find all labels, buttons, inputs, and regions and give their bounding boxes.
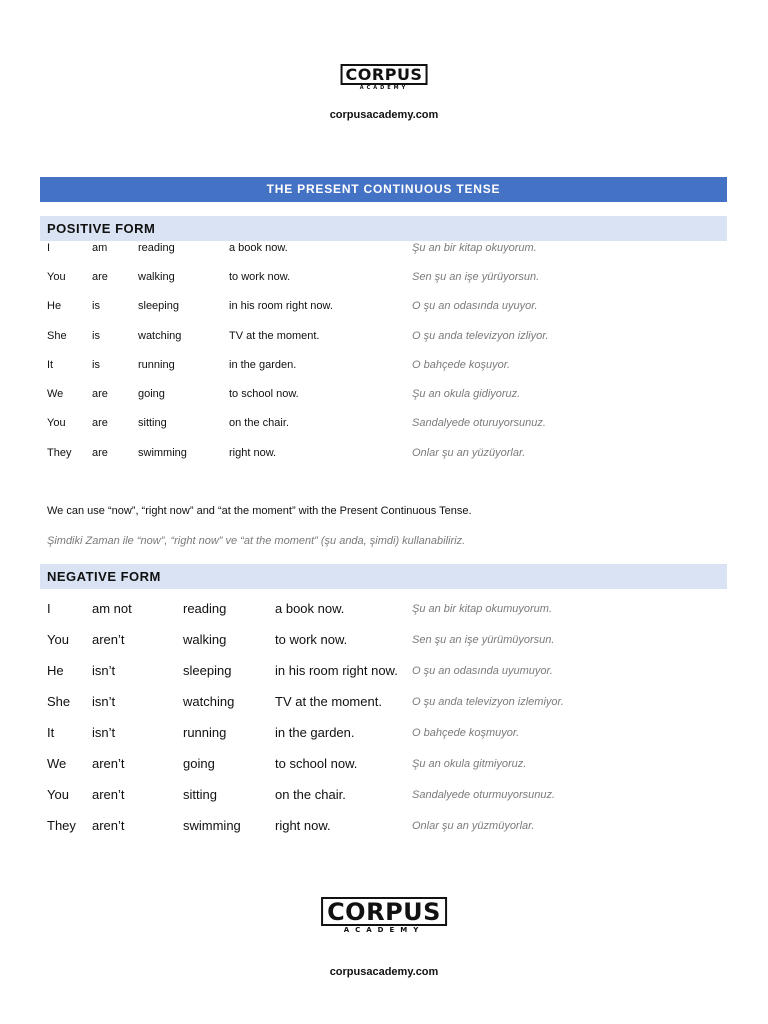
translation-cell: O bahçede koşmuyor. [412, 727, 520, 739]
website-url-top[interactable]: corpusacademy.com [329, 109, 439, 121]
object-cell: to work now. [275, 632, 348, 647]
usage-note-turkish: Şimdiki Zaman ile “now”, “right now” ve “at the moment” (şu anda, şimdi) kullanabiliriz. [47, 535, 466, 547]
object-cell: to work now. [229, 271, 291, 283]
translation-cell: Sandalyede oturmuyorsunuz. [412, 789, 556, 801]
translation-cell: Şu an bir kitap okuyorum. [412, 242, 537, 254]
auxiliary-cell: is [92, 300, 100, 312]
usage-note-english: We can use “now”, “right now” and “at the moment” with the Present Continuous Tense. [47, 505, 472, 517]
translation-cell: Sen şu an işe yürümüyorsun. [412, 634, 555, 646]
object-cell: on the chair. [275, 787, 346, 802]
corpus-logo-top [341, 64, 428, 91]
auxiliary-cell: am not [92, 601, 132, 616]
subject-cell: We [47, 756, 67, 771]
subject-cell: They [47, 447, 72, 459]
table-row [0, 818, 768, 836]
subject-cell: It [47, 725, 55, 740]
auxiliary-cell: aren’t [92, 632, 125, 647]
logo-subtitle: ACADEMY [359, 85, 409, 91]
auxiliary-cell: aren’t [92, 818, 125, 833]
object-cell: a book now. [229, 242, 288, 254]
auxiliary-cell: isn’t [92, 725, 116, 740]
logo-wordmark: CORPUS [321, 897, 447, 926]
table-row [0, 447, 768, 465]
verb-ing-cell: reading [183, 601, 227, 616]
object-cell: to school now. [229, 388, 299, 400]
subject-cell: She [47, 694, 71, 709]
translation-cell: Şu an bir kitap okumuyorum. [412, 603, 553, 615]
object-cell: in his room right now. [229, 300, 333, 312]
verb-ing-cell: walking [138, 271, 175, 283]
table-row [0, 330, 768, 348]
logo-subtitle: ACADEMY [343, 926, 425, 934]
page-title: THE PRESENT CONTINUOUS TENSE [40, 177, 727, 202]
subject-cell: I [47, 242, 51, 254]
table-row [0, 271, 768, 289]
auxiliary-cell: is [92, 359, 100, 371]
verb-ing-cell: watching [138, 330, 182, 342]
verb-ing-cell: sleeping [183, 663, 232, 678]
table-row [0, 417, 768, 435]
corpus-logo-bottom [321, 897, 447, 934]
verb-ing-cell: going [138, 388, 165, 400]
table-row [0, 242, 768, 260]
auxiliary-cell: isn’t [92, 663, 116, 678]
verb-ing-cell: walking [183, 632, 227, 647]
translation-cell: Sen şu an işe yürüyorsun. [412, 271, 540, 283]
verb-ing-cell: reading [138, 242, 175, 254]
object-cell: TV at the moment. [229, 330, 320, 342]
subject-cell: She [47, 330, 67, 342]
verb-ing-cell: swimming [138, 447, 187, 459]
translation-cell: Onlar şu an yüzmüyorlar. [412, 820, 535, 832]
object-cell: in the garden. [229, 359, 297, 371]
object-cell: to school now. [275, 756, 358, 771]
subject-cell: You [47, 417, 66, 429]
table-row [0, 359, 768, 377]
verb-ing-cell: watching [183, 694, 235, 709]
translation-cell: O şu anda televizyon izlemiyor. [412, 696, 564, 708]
verb-ing-cell: sitting [183, 787, 217, 802]
auxiliary-cell: aren’t [92, 787, 125, 802]
negative-form-heading: NEGATIVE FORM [40, 564, 727, 589]
subject-cell: You [47, 271, 66, 283]
auxiliary-cell: isn’t [92, 694, 116, 709]
object-cell: right now. [229, 447, 277, 459]
auxiliary-cell: am [92, 242, 108, 254]
object-cell: TV at the moment. [275, 694, 382, 709]
translation-cell: Sandalyede oturuyorsunuz. [412, 417, 546, 429]
auxiliary-cell: are [92, 447, 108, 459]
auxiliary-cell: aren’t [92, 756, 125, 771]
subject-cell: You [47, 632, 69, 647]
table-row [0, 725, 768, 743]
verb-ing-cell: running [138, 359, 175, 371]
object-cell: in the garden. [275, 725, 355, 740]
table-row [0, 663, 768, 681]
subject-cell: He [47, 300, 62, 312]
object-cell: a book now. [275, 601, 345, 616]
verb-ing-cell: swimming [183, 818, 241, 833]
translation-cell: O şu an odasında uyumuyor. [412, 665, 553, 677]
logo-wordmark: CORPUS [341, 64, 428, 85]
auxiliary-cell: are [92, 271, 108, 283]
verb-ing-cell: sleeping [138, 300, 179, 312]
table-row [0, 694, 768, 712]
translation-cell: Şu an okula gitmiyoruz. [412, 758, 527, 770]
table-row [0, 601, 768, 619]
subject-cell: They [47, 818, 76, 833]
table-row [0, 756, 768, 774]
translation-cell: O şu anda televizyon izliyor. [412, 330, 549, 342]
object-cell: in his room right now. [275, 663, 398, 678]
translation-cell: Şu an okula gidiyoruz. [412, 388, 521, 400]
subject-cell: It [47, 359, 54, 371]
verb-ing-cell: sitting [138, 417, 167, 429]
verb-ing-cell: running [183, 725, 227, 740]
subject-cell: We [47, 388, 64, 400]
auxiliary-cell: are [92, 388, 108, 400]
auxiliary-cell: are [92, 417, 108, 429]
table-row [0, 787, 768, 805]
positive-form-heading: POSITIVE FORM [40, 216, 727, 241]
auxiliary-cell: is [92, 330, 100, 342]
translation-cell: O bahçede koşuyor. [412, 359, 511, 371]
subject-cell: He [47, 663, 64, 678]
object-cell: on the chair. [229, 417, 289, 429]
subject-cell: I [47, 601, 51, 616]
translation-cell: Onlar şu an yüzüyorlar. [412, 447, 526, 459]
table-row [0, 300, 768, 318]
website-url-bottom[interactable]: corpusacademy.com [329, 966, 439, 978]
table-row [0, 388, 768, 406]
translation-cell: O şu an odasında uyuyor. [412, 300, 538, 312]
table-row [0, 632, 768, 650]
object-cell: right now. [275, 818, 331, 833]
subject-cell: You [47, 787, 69, 802]
verb-ing-cell: going [183, 756, 215, 771]
